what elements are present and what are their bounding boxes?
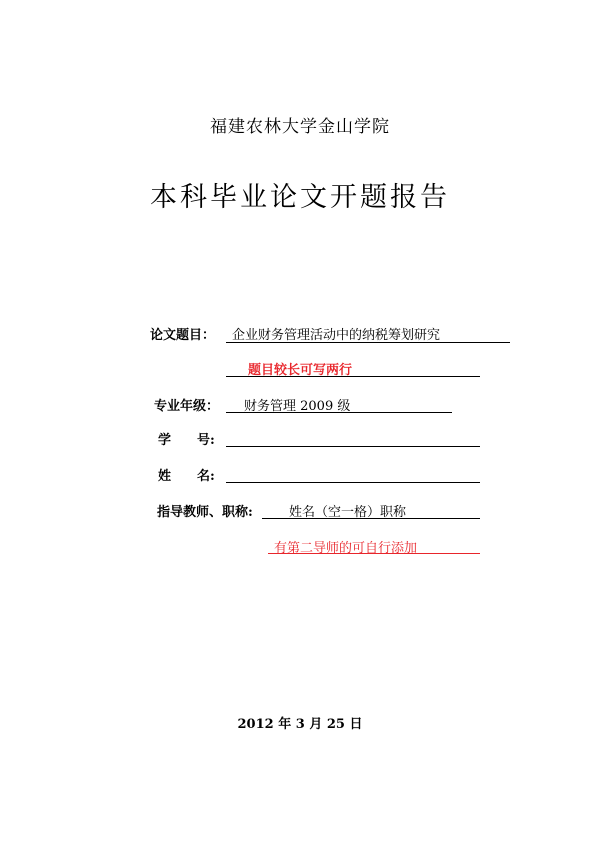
student-id-underline bbox=[226, 446, 480, 447]
report-date: 2012 年 3 月 25 日 bbox=[237, 717, 363, 732]
advisor-value: 姓名（空一格）职称 bbox=[289, 505, 407, 520]
advisor-note-text: 有第二导师的可自行添加 bbox=[274, 541, 418, 556]
advisor-underline bbox=[262, 518, 480, 519]
name-underline bbox=[226, 482, 480, 483]
topic-note-text: 题目较长可写两行 bbox=[248, 363, 353, 378]
advisor-label: 指导教师、职称: bbox=[157, 505, 253, 520]
major-year-label: 专业年级： bbox=[154, 399, 220, 414]
major-year-value: 财务管理 2009 级 bbox=[244, 399, 351, 414]
university-name: 福建农林大学金山学院 bbox=[210, 117, 390, 137]
advisor-note-underline bbox=[268, 553, 480, 554]
topic-label: 论文题目： bbox=[150, 328, 216, 343]
topic-value: 企业财务管理活动中的纳税筹划研究 bbox=[232, 328, 441, 343]
name-label: 姓 名: bbox=[158, 469, 215, 484]
topic-note-underline bbox=[226, 376, 480, 377]
topic-underline bbox=[226, 342, 510, 343]
document-title: 本科毕业论文开题报告 bbox=[150, 182, 450, 213]
major-year-underline bbox=[226, 412, 452, 413]
student-id-label: 学 号: bbox=[158, 433, 215, 448]
